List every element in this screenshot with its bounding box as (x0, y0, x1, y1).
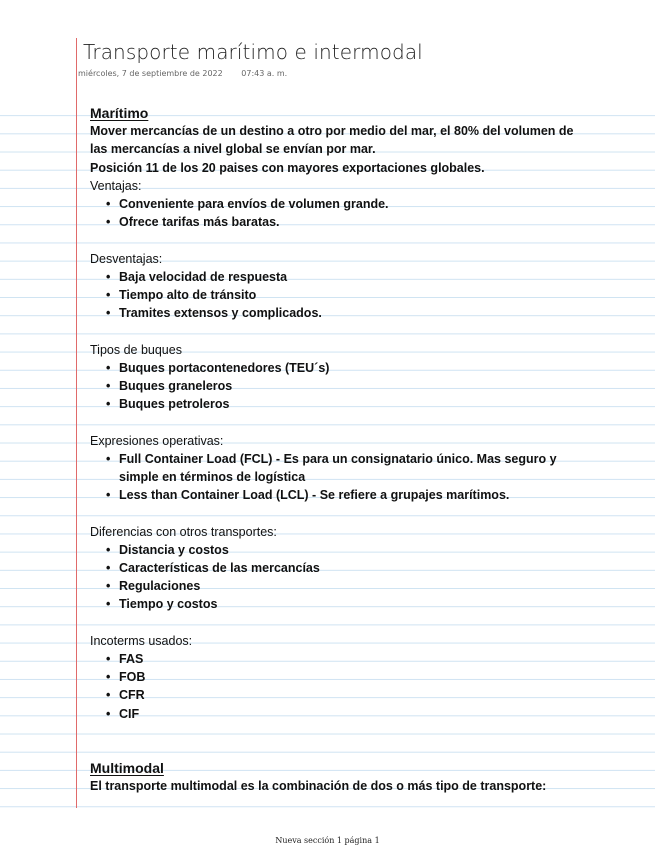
maritimo-intro: Mover mercancías de un destino a otro por medio del mar, el 80% del volumen de las mercancías a nivel global se envían por mar. (90, 124, 574, 157)
ventajas-list (90, 195, 590, 231)
diferencias-list (90, 541, 590, 614)
expresiones-list (90, 450, 590, 505)
page-metadata (78, 69, 287, 78)
page-footer: Nueva sección 1 página 1 (275, 836, 380, 845)
list-item: • FOB (119, 668, 590, 686)
diferencias-label: Diferencias con otros transportes: (90, 524, 277, 539)
list-item: • Baja velocidad de respuesta (119, 268, 590, 286)
ventajas-label: Ventajas: (90, 178, 142, 193)
list-item: • Tiempo y costos (119, 595, 590, 613)
buques-list (90, 359, 590, 414)
incoterms-list (90, 650, 590, 723)
list-item: • Características de las mercancías (119, 559, 590, 577)
maritimo-position: Posición 11 de los 20 paises con mayores exportaciones globales. (90, 160, 485, 175)
list-item: • Distancia y costos (119, 541, 590, 559)
page-title[interactable]: Transporte marítimo e intermodal (83, 40, 423, 64)
page-time: 07:43 a. m. (241, 69, 288, 78)
desventajas-label: Desventajas: (90, 251, 163, 266)
list-item: • Full Container Load (FCL) - Es para un consignatario único. Mas seguro y simple en términos de logística (119, 450, 590, 486)
list-item: • CIF (119, 705, 590, 723)
expresiones-label: Expresiones operativas: (90, 433, 224, 448)
margin-line (76, 38, 77, 808)
list-item: • Conveniente para envíos de volumen grande. (119, 195, 590, 213)
note-content[interactable] (90, 104, 590, 796)
buques-label: Tipos de buques (90, 342, 182, 357)
multimodal-intro: El transporte multimodal es la combinación de dos o más tipo de transporte: (90, 779, 547, 794)
section-heading-maritimo: Marítimo (90, 105, 149, 121)
list-item: • Tiempo alto de tránsito (119, 286, 590, 304)
list-item: • Buques petroleros (119, 395, 590, 413)
list-item: • Buques portacontenedores (TEU´s) (119, 359, 590, 377)
list-item: • Less than Container Load (LCL) - Se refiere a grupajes marítimos. (119, 486, 590, 504)
list-item: • CFR (119, 686, 590, 704)
list-item: • Regulaciones (119, 577, 590, 595)
list-item: • Buques graneleros (119, 377, 590, 395)
section-heading-multimodal: Multimodal (90, 760, 164, 777)
desventajas-list (90, 268, 590, 323)
page-date: miércoles, 7 de septiembre de 2022 (78, 69, 223, 78)
incoterms-label: Incoterms usados: (90, 633, 193, 648)
list-item: • Tramites extensos y complicados. (119, 304, 590, 322)
list-item: • FAS (119, 650, 590, 668)
list-item: • Ofrece tarifas más baratas. (119, 213, 590, 231)
